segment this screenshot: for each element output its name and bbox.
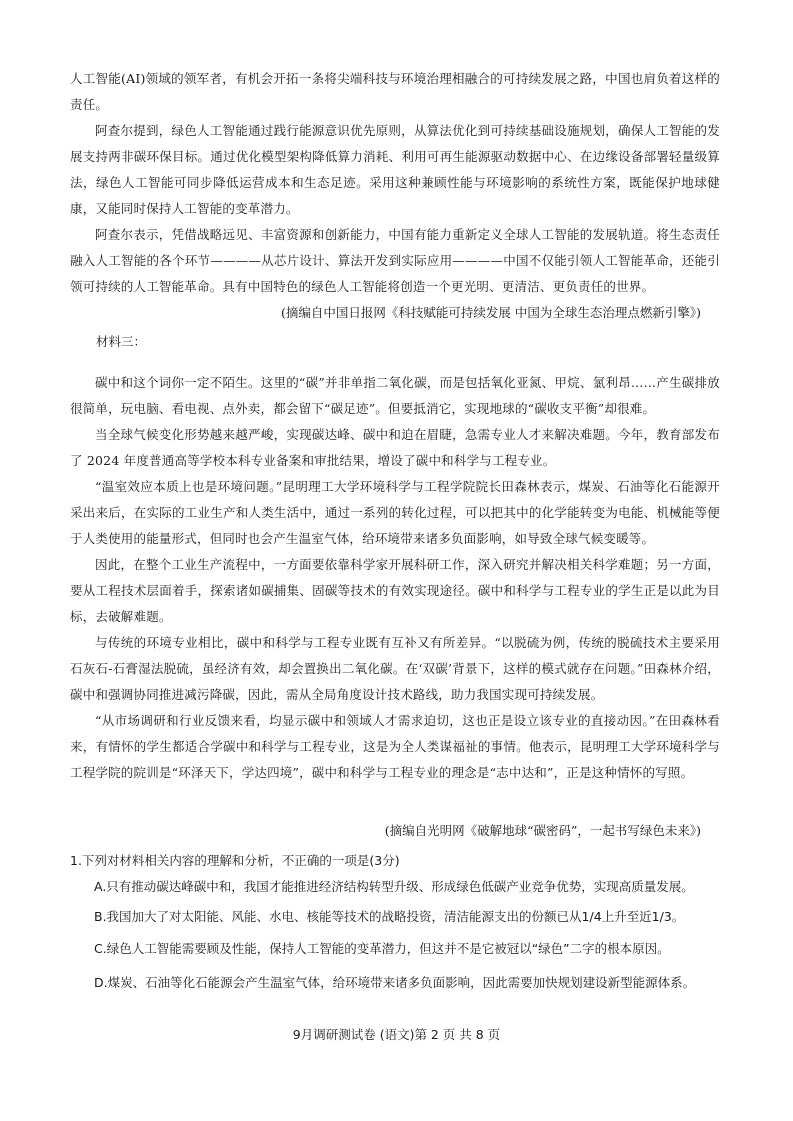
material3-paragraph-4: 因此，在整个工业生产流程中，一方面要依靠科学家开展科研工作，深入研究并解决相关科学难题；另一方面，要从工程技术层面着手，探索诸如碳捕集、固碳等技术的有效实现途径。碳中和科学与工程专业的学生正是以此为目标，去破解难题。: [70, 557, 720, 624]
material3-paragraph-3: “温室效应本质上也是环境问题。”昆明理工大学环境科学与工程学院院长田森林表示，煤炭、石油等化石能源开采出来后，在实际的工业生产和人类生活中，通过一系列的转化过程，可以把其中的化学能转变为电能、机械能等便于人类使用的能量形式，但同时也会产生温室气体，给环境带来诸多负面影响，如导致全球气候变暖等。: [70, 479, 720, 546]
option-a: A.只有推动碳达峰碳中和，我国才能推进经济结构转型升级、形成绿色低碳产业竞争优势，实现高质量发展。: [94, 879, 694, 894]
material3-source: (摘编自光明网《破解地球“碳密码”，一起书写绿色未来》): [384, 823, 701, 838]
option-b: B.我国加大了对太阳能、风能、水电、核能等技术的战略投资，清洁能源支出的份额已从1/4上升至近1/3。: [94, 909, 685, 924]
option-d: D.煤炭、石油等化石能源会产生温室气体，给环境带来诸多负面影响，因此需要加快规划建设新型能源体系。: [94, 975, 696, 990]
material2-paragraph-2: 阿查尔提到，绿色人工智能通过践行能源意识优先原则，从算法优化到可持续基础设施规划，确保人工智能的发展支持两非碳环保目标。通过优化模型架构降低算力消耗、利用可再生能源驱动数据中心、在边缘设备部署轻量级算法，绿色人工智能可同步降低运营成本和生态足迹。采用这种兼顾性能与环境影响的系统性方案，既能保护地球健康，又能同时保持人工智能的变革潜力。: [70, 123, 720, 216]
material2-paragraph-3: 阿查尔表示，凭借战略远见、丰富资源和创新能力，中国有能力重新定义全球人工智能的发展轨道。将生态责任融入人工智能的各个环节————从芯片设计、算法开发到实际应用————中国不仅能引领人工智能革命，还能引领可持续的人工智能革命。具有中国特色的绿色人工智能将创造一个更光明、更清洁、更负责任的世界。: [70, 227, 720, 294]
question-stem: 1.下列对材料相关内容的理解和分析，不正确的一项是(3分): [70, 853, 400, 868]
material2-source: (摘编自中国日报网《科技赋能可持续发展 中国为全球生态治理点燃新引擎》): [281, 305, 701, 320]
material2-paragraph-cont: 人工智能(AI)领域的领军者，有机会开拓一条将尖端科技与环境治理相融合的可持续发展之路，中国也肩负着这样的责任。: [70, 71, 720, 112]
material3-label: 材料三：: [96, 334, 147, 349]
material3-paragraph-5: 与传统的环境专业相比，碳中和科学与工程专业既有互补又有所差异。“以脱硫为例，传统的脱硫技术主要采用石灰石-石膏湿法脱硫，虽经济有效，却会置换出二氧化碳。在‘双碳’背景下，这样的模式就存在问题。”田森林介绍，碳中和强调协同推进减污降碳，因此，需从全局角度设计技术路线，助力我国实现可持续发展。: [70, 635, 720, 702]
material3-paragraph-1: 碳中和这个词你一定不陌生。这里的“碳”并非单指二氧化碳，而是包括氧化亚氮、甲烷、氯利昂……产生碳排放很简单，玩电脑、看电视、点外卖，都会留下“碳足迹”。但要抵消它，实现地球的“碳收支平衡”却很难。: [70, 375, 720, 416]
option-c: C.绿色人工智能需要顾及性能，保持人工智能的变革潜力，但这并不是它被冠以“绿色”二字的根本原因。: [94, 941, 670, 956]
page-footer: 9月调研测试卷 (语文)第 2 页 共 8 页: [292, 1027, 501, 1042]
material3-paragraph-2: 当全球气候变化形势越来越严峻，实现碳达峰、碳中和迫在眉睫，急需专业人才来解决难题。今年，教育部发布了 2024 年度普通高等学校本科专业备案和审批结果，增设了碳中和科学与工程专业。: [70, 427, 720, 468]
material3-paragraph-6: “从市场调研和行业反馈来看，均显示碳中和领域人才需求迫切，这也正是设立该专业的直接动因。”在田森林看来，有情怀的学生都适合学碳中和科学与工程专业，这是为全人类谋福祉的事情。他表示，昆明理工大学环境科学与工程学院的院训是“环泽天下，学达四境”，碳中和科学与工程专业的理念是“志中达和”，正是这种情怀的写照。: [70, 713, 720, 780]
